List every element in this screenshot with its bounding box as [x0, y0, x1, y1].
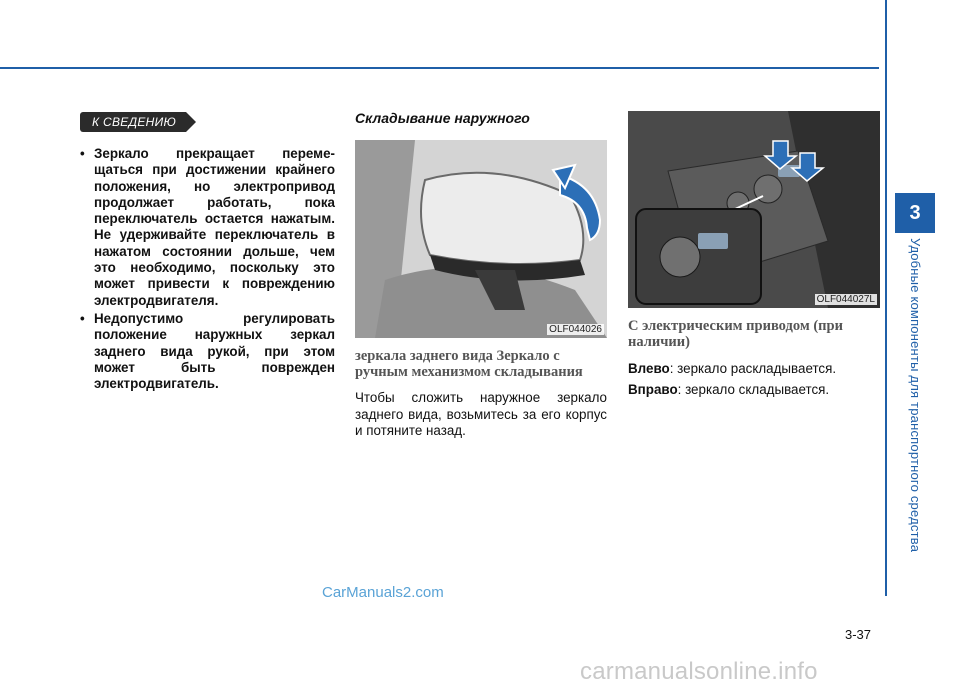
top-rule [0, 67, 879, 69]
caution-column [80, 112, 335, 394]
caution-label: К СВЕДЕНИЮ [80, 112, 186, 132]
section-heading-italic: Складывание наружного [355, 110, 530, 126]
caution-bullet-2: • Недопустимо регулировать положение наружных зеркал заднего вида рукой, при этом может быть поврежден электродвигатель. [80, 311, 335, 392]
mirror-illustration [355, 140, 607, 338]
manual-fold-section [355, 110, 607, 440]
right-label: Вправо [628, 382, 678, 397]
left-row [628, 360, 880, 377]
left-text: : зеркало раскладывается. [669, 361, 837, 376]
footer-watermark: carmanualsonline.info [580, 658, 818, 685]
power-fold-section [628, 111, 880, 402]
mirror-manual-fold-photo [355, 140, 607, 338]
manual-fold-heading: зеркала заднего вида Зеркало с ручным механизмом складывания [355, 348, 583, 380]
chapter-title: Удобные компоненты для транспортного средства [908, 238, 923, 553]
figure-code: OLF044026 [549, 324, 602, 335]
side-rule [885, 0, 887, 596]
figure-code: OLF044027L [816, 294, 875, 305]
power-fold-heading: С электрическим приводом (при наличии) [628, 318, 843, 350]
left-label: Влево [628, 361, 670, 376]
right-text: : зеркало складывается. [677, 382, 830, 397]
chapter-title-vertical [905, 238, 925, 568]
manual-fold-body: Чтобы сложить наружное зеркало заднего вида, возьмитесь за его корпус и потяните назад. [355, 390, 607, 438]
watermark-link[interactable]: CarManuals2.com [322, 584, 444, 601]
right-row [628, 381, 880, 398]
mirror-switch-photo [628, 111, 880, 308]
chapter-number-tab: 3 [895, 193, 935, 233]
caution-bullet-1: • Зеркало прекращает переме-щаться при достижении крайнего положения, но электропривод продолжает работать, пока переключатель остается нажатым. Не удерживайте переключатель в нажатом состоянии дольше, чем это необходимо, поскольку это может привести к повреждению электродвигателя. [80, 146, 335, 309]
page-number: 3-37 [845, 627, 872, 642]
caution-list [80, 146, 335, 392]
switch-illustration [628, 111, 880, 308]
